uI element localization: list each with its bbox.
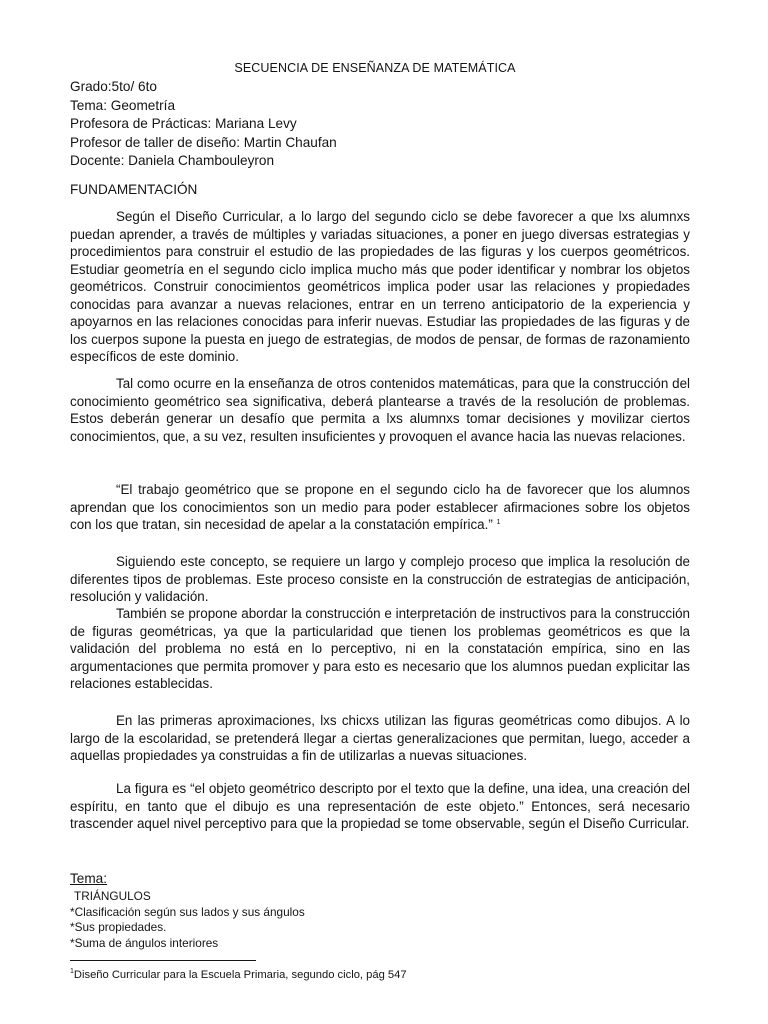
footnote — [70, 969, 407, 981]
meta-grade: Grado:5to/ 6to — [70, 79, 157, 94]
tema-label: Tema: — [70, 871, 108, 886]
tema-item: *Clasificación según sus lados y sus ángulos — [70, 904, 305, 919]
footnote-ref: 1 — [496, 519, 501, 526]
meta-topic: Tema: Geometría — [70, 97, 176, 113]
paragraph: Siguiendo este concepto, se requiere un largo y complejo proceso que implica la resolución de diferentes tipos de problemas. Este proceso consiste en la construcción de estrategias de anticipación, resolución y validación. — [70, 554, 690, 604]
paragraph: También se propone abordar la construcción e interpretación de instructivos para la construcción de figuras geométricas, ya que la particularidad que tienen los problemas geométricos es que la validación del problema no está en lo perceptivo, ni en la constatación empírica, sino en las argumentaciones que permita promover y para esto es necesario que los alumnos puedan explicitar las relaciones establecidas. — [70, 606, 690, 691]
footnote-mark: 1 — [70, 968, 74, 975]
paragraph: Según el Diseño Curricular, a lo largo del segundo ciclo se debe favorecer a que lxs alumnxs puedan aprender, a través de múltiples y variadas situaciones, a poner en juego diversas estrategias y procedimientos para construir el estudio de las propiedades de las figuras y los cuerpos geométricos. Estudiar geometría en el segundo ciclo implica mucho más que poder identificar y nombrar los objetos geométricos. Construir conocimientos geométricos implica poder usar las relaciones y propiedades conocidas para avanzar a nuevas relaciones, entrar en un terreno anticipatorio de la experiencia y apoyarnos en las relaciones conocidas para inferir nuevas. Estudiar las propiedades de las figuras y de los cuerpos supone la puesta en juego de estrategias, de modos de pensar, de formas de razonamiento específicos de este dominio. — [70, 209, 690, 364]
tema-item: *Suma de ángulos interiores — [70, 935, 219, 950]
paragraph: La figura es “el objeto geométrico descripto por el texto que la define, una idea, una creación del espíritu, en tanto que el dibujo es una representación de este objeto.” Entonces, será necesario trascender aquel nivel perceptivo para que la propiedad se tome observable, según el Diseño Curricular. — [70, 781, 690, 831]
section-heading: FUNDAMENTACIÓN — [70, 182, 198, 197]
meta-design-teacher: Profesor de taller de diseño: Martin Chaufan — [70, 134, 337, 150]
meta-practice-teacher: Profesora de Prácticas: Mariana Levy — [70, 116, 297, 132]
quote-paragraph — [70, 481, 690, 534]
footnote-divider — [70, 960, 256, 961]
tema-item: TRIÁNGULOS — [74, 889, 151, 903]
footnote-text: Diseño Curricular para la Escuela Primaria, segundo ciclo, pág 547 — [73, 969, 407, 981]
meta-teacher: Docente: Daniela Chambouleyron — [70, 153, 275, 169]
tema-list — [70, 889, 305, 951]
document-meta — [70, 78, 337, 171]
paragraph: Tal como ocurre en la enseñanza de otros contenidos matemáticas, para que la construcción del conocimiento geométrico sea significativa, deberá plantearse a través de la resolución de problemas. Estos deberán generar un desafío que permita a lxs alumnxs tomar decisiones y movilizar ciertos conocimientos, que, a su vez, resulten insuficientes y provoquen el avance hacia las nuevas relaciones. — [70, 376, 690, 444]
tema-item: *Sus propiedades. — [70, 920, 167, 935]
quote-text: “El trabajo geométrico que se propone en el segundo ciclo ha de favorecer que los alumnos aprendan que los conocimientos son un medio para poder establecer afirmaciones sobre los objetos con los que tratan, sin necesidad de apelar a la constatación empírica.” — [70, 482, 690, 532]
document-title: SECUENCIA DE ENSEÑANZA DE MATEMÁTICA — [234, 61, 516, 75]
paragraph: En las primeras aproximaciones, lxs chicxs utilizan las figuras geométricas como dibujos. A lo largo de la escolaridad, se pretenderá llegar a ciertas generalizaciones que permitan, luego, acceder a aquellas propiedades ya construidas a fin de utilizarlas a nuevas situaciones. — [70, 713, 690, 763]
